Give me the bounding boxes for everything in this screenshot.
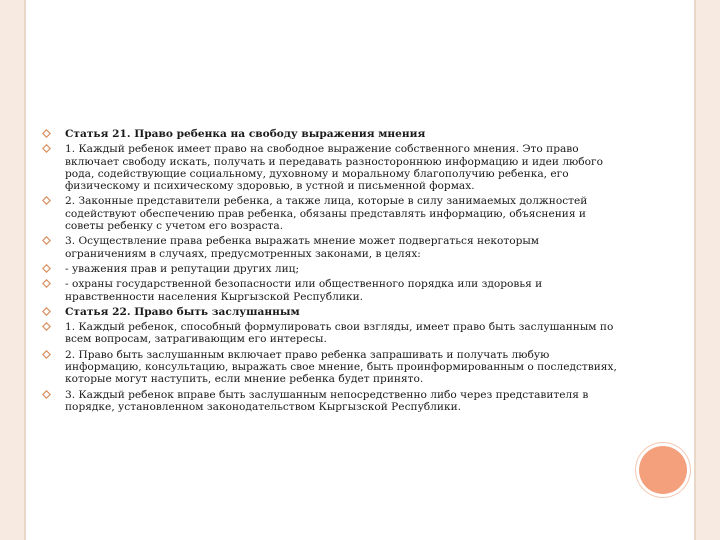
list-item (42, 349, 622, 386)
list-item-text: - уважения прав и репутации других лиц; (65, 262, 300, 275)
left-decorative-line (24, 0, 26, 540)
hollow-diamond-icon (42, 264, 51, 273)
list-item (42, 278, 622, 303)
hollow-diamond-icon (42, 279, 51, 288)
list-item-text: 2. Законные представители ребенка, а также лица, которые в силу занимаемых должностей содействуют обеспечению прав ребенка, обязаны представлять информацию, объяснения и советы ребенку с учетом его возраста. (65, 195, 588, 233)
slide-body-list (42, 128, 622, 416)
hollow-diamond-icon (42, 390, 51, 399)
list-item (42, 195, 622, 232)
list-item-text: 1. Каждый ребенок имеет право на свободное выражение собственного мнения. Это право включает свободу искать, получать и передавать разностороннюю информацию и идеи любого рода, содействующие социальному, духовному и моральному благополучию ребенка, его физическому и психическому здоровью, в устной и письменной формах. (65, 143, 603, 193)
list-item-text: - охраны государственной безопасности или общественного порядка или здоровья и нравственности населения Кыргызской Республики. (65, 278, 543, 303)
list-item (42, 235, 622, 260)
hollow-diamond-icon (42, 129, 51, 138)
list-item (42, 143, 622, 192)
list-item-text: 3. Осуществление права ребенка выражать мнение может подвергаться некоторым ограничениям в случаях, предусмотренных законами, в целях: (65, 235, 540, 260)
right-decorative-band (696, 0, 720, 540)
list-item-text: 1. Каждый ребенок, способный формулировать свои взгляды, имеет право быть заслушанным по всем вопросам, затрагивающим его интересы. (65, 321, 614, 346)
hollow-diamond-icon (42, 350, 51, 359)
list-item (42, 321, 622, 346)
list-item-text: 2. Право быть заслушанным включает право ребенка запрашивать и получать любую информацию, консультацию, выражать свое мнение, быть проинформированным о последствиях, которые могут наступить, если мнение ребенка будет принято. (65, 348, 617, 386)
hollow-diamond-icon (42, 144, 51, 153)
list-item (42, 263, 622, 275)
hollow-diamond-icon (42, 196, 51, 205)
right-decorative-line (694, 0, 696, 540)
hollow-diamond-icon (42, 307, 51, 316)
list-item-text: 3. Каждый ребенок вправе быть заслушанным непосредственно либо через представителя в порядке, установленном законодательством Кыргызской Республики. (65, 388, 589, 413)
list-item-text: Статья 21. Право ребенка на свободу выражения мнения (65, 128, 426, 140)
article-heading (42, 306, 622, 318)
left-decorative-band (0, 0, 24, 540)
decorative-accent-circle (639, 446, 687, 494)
hollow-diamond-icon (42, 322, 51, 331)
article-heading (42, 128, 622, 140)
hollow-diamond-icon (42, 236, 51, 245)
list-item-text: Статья 22. Право быть заслушанным (65, 305, 300, 318)
list-item (42, 389, 622, 414)
